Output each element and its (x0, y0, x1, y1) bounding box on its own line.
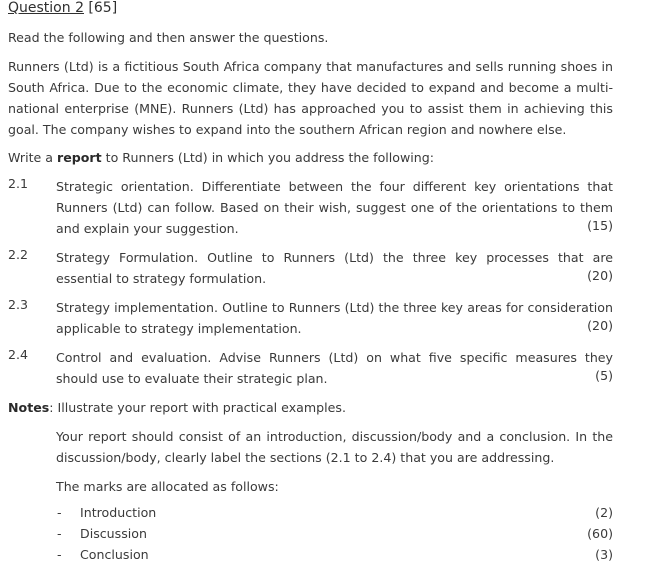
scenario-paragraph: Runners (Ltd) is a fictitious South Africa company that manufactures and sells running shoes in South Africa. Due to the economic climate, they have decided to expand and become a multi-national enterprise (MNE). Runners (Ltd) has approached you to assist them in achieving this goal. The company wishes to expand into the southern African region and nowhere else. (8, 59, 613, 137)
item-text: Control and evaluation. Advise Runners (Ltd) on what five specific measures they should use to evaluate their strategic plan. (56, 350, 613, 386)
notes-label: Notes (8, 400, 50, 415)
question-title (8, 0, 117, 16)
item-number: 2.4 (8, 347, 29, 362)
allocation-dash: - (57, 547, 62, 562)
item-number: 2.1 (8, 176, 29, 191)
task-pre: Write a (8, 150, 57, 165)
question-number: Question 2 (8, 0, 84, 16)
item-text: Strategic orientation. Differentiate between the four different key orientations that Runners (Ltd) can follow. Based on their wish, suggest one of the orientations to them and explain your suggestion. (56, 179, 613, 236)
allocation-dash: - (57, 505, 62, 520)
item-marks: (20) (587, 268, 613, 283)
notes-line (8, 397, 613, 418)
task-instruction (8, 147, 613, 168)
notes-structure: Your report should consist of an introduction, discussion/body and a conclusion. In the discussion/body, clearly label the sections (2.1 to 2.4) that you are addressing. (56, 429, 613, 465)
question-total-marks: [65] (83, 0, 118, 16)
task-bold-word: report (56, 150, 102, 165)
allocation-dash: - (57, 526, 62, 541)
item-text: Strategy Formulation. Outline to Runners (Ltd) the three key processes that are essential to strategy formulation. (56, 250, 613, 286)
notes-allocation-intro: The marks are allocated as follows: (56, 479, 279, 494)
item-marks: (15) (587, 218, 613, 233)
allocation-label: Introduction (80, 505, 157, 520)
allocation-marks: (2) (595, 505, 613, 520)
item-number: 2.2 (8, 247, 29, 262)
allocation-marks: (60) (587, 526, 613, 541)
allocation-marks: (3) (595, 547, 613, 562)
item-text: Strategy implementation. Outline to Runners (Ltd) the three key areas for consideration applicable to strategy implementation. (56, 300, 613, 336)
task-post: to Runners (Ltd) in which you address the following: (101, 150, 435, 165)
instruction-text: Read the following and then answer the questions. (8, 30, 329, 45)
item-marks: (20) (587, 318, 613, 333)
notes-text: : Illustrate your report with practical examples. (49, 400, 346, 415)
allocation-label: Discussion (80, 526, 147, 541)
item-number: 2.3 (8, 297, 29, 312)
item-marks: (5) (595, 368, 613, 383)
allocation-label: Conclusion (80, 547, 149, 562)
